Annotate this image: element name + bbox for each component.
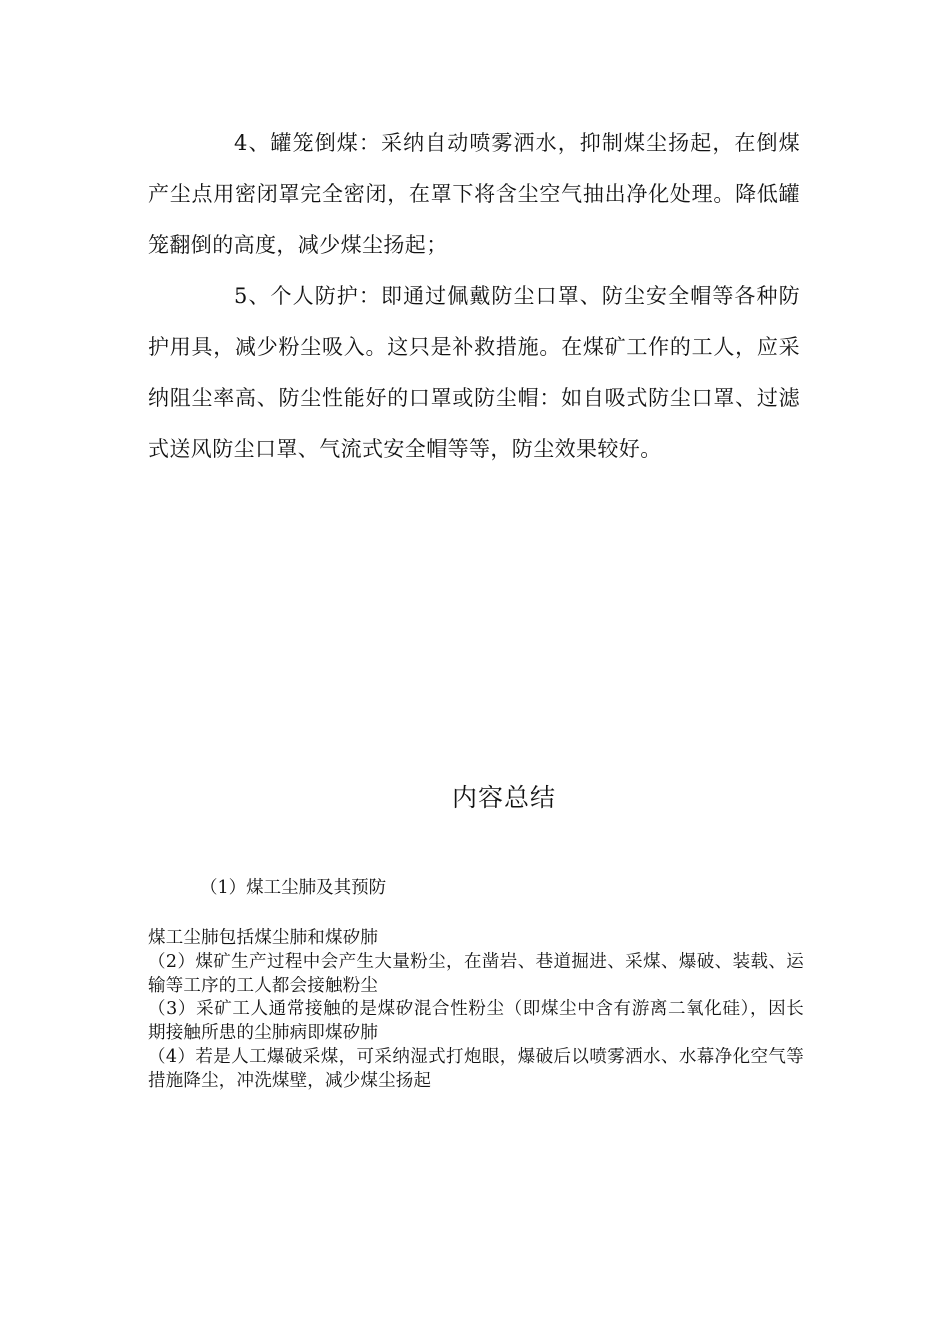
summary-line: （2）煤矿生产过程中会产生大量粉尘，在凿岩、巷道掘进、采煤、爆破、装载、运输等工序的工人都会接触粉尘 bbox=[148, 951, 804, 996]
summary-line: （3）采矿工人通常接触的是煤矽混合性粉尘（即煤尘中含有游离二氧化硅），因长期接触所患的尘肺病即煤矽肺 bbox=[148, 999, 804, 1044]
paragraph-cage-dumping: 4、罐笼倒煤：采纳自动喷雾洒水，抑制煤尘扬起，在倒煤产尘点用密闭罩完全密闭，在罩下将含尘空气抽出净化处理。降低罐笼翻倒的高度，减少煤尘扬起； bbox=[148, 131, 800, 257]
summary-line: 煤工尘肺包括煤尘肺和煤矽肺 bbox=[148, 928, 379, 948]
summary-title: 内容总结 bbox=[451, 783, 556, 812]
paragraph-personal-protection: 5、个人防护：即通过佩戴防尘口罩、防尘安全帽等各种防护用具，减少粉尘吸入。这只是补救措施。在煤矿工作的工人，应采纳阻尘率高、防尘性能好的口罩或防尘帽：如自吸式防尘口罩、过滤式送风防尘口罩、气流式安全帽等等，防尘效果较好。 bbox=[148, 284, 800, 461]
summary-body bbox=[148, 927, 804, 1094]
summary-line: （4）若是人工爆破采煤，可采纳湿式打炮眼，爆破后以喷雾洒水、水幕净化空气等措施降尘，冲洗煤壁，减少煤尘扬起 bbox=[148, 1046, 804, 1091]
summary-subtitle: （1）煤工尘肺及其预防 bbox=[200, 878, 387, 898]
measures-section bbox=[148, 118, 800, 475]
